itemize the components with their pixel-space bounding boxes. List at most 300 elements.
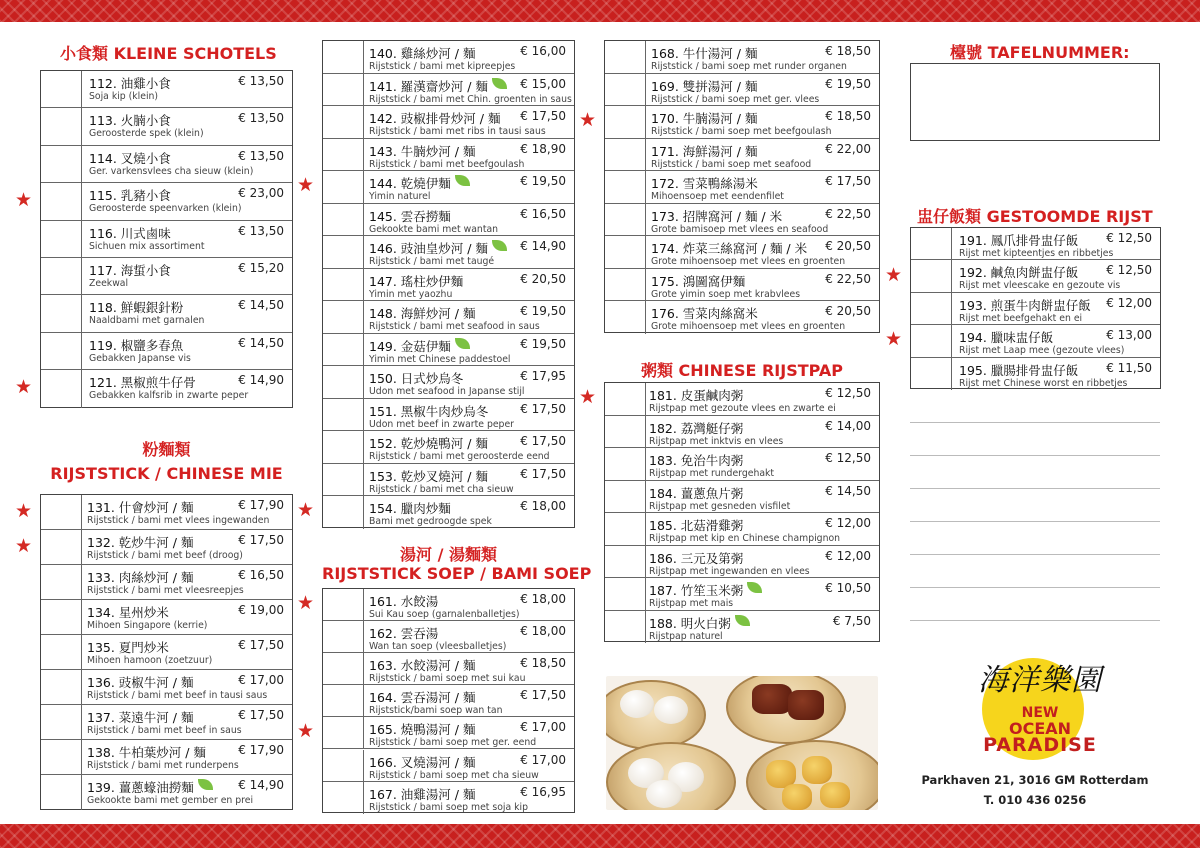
note-line [910, 455, 1160, 456]
menu-item [605, 546, 879, 579]
menu-item-name: 112. 油雞小食 [89, 76, 171, 91]
menu-item-description: Rijststick / bami met beef (droog) [87, 550, 243, 561]
vegetarian-leaf-icon [492, 240, 507, 251]
menu-item-description: Grote mihoensoep met vlees en groenten [651, 256, 846, 267]
note-line [910, 587, 1160, 588]
section-title-tafelnummer: 檯號 TAFELNUMMER: [950, 43, 1130, 62]
menu-item [323, 171, 574, 204]
menu-item [41, 775, 292, 810]
menu-item-line [323, 434, 574, 451]
menu-item-name: 144. 乾燒伊麵 [369, 176, 451, 191]
menu-item-line [323, 720, 574, 737]
note-line [910, 422, 1160, 423]
menu-item-line [323, 369, 574, 386]
menu-item-description: Geroosterde spek (klein) [89, 128, 204, 140]
section-title-mie-chinese: 粉麵類 [142, 440, 191, 459]
menu-item-line [41, 261, 292, 278]
menu-item-price: € 16,00 [520, 44, 566, 58]
menu-item-name: 132. 乾炒牛河 / 麵 [87, 535, 194, 550]
menu-item-price: € 17,50 [238, 708, 284, 722]
menu-item-line [41, 298, 292, 315]
menu-item-name: 161. 水餃湯 [369, 594, 439, 609]
menu-item-price: € 14,50 [825, 483, 871, 498]
menu-item-description: Rijstpap met gezoute vlees en zwarte ei [649, 403, 836, 414]
menu-item-name: 167. 油雞湯河 / 麵 [369, 786, 476, 802]
menu-item-line [605, 549, 879, 566]
menu-item-line [323, 753, 574, 770]
menu-item [323, 782, 574, 814]
menu-item-line [323, 624, 574, 641]
menu-item-line [41, 673, 292, 690]
menu-item [323, 41, 574, 74]
menu-item-name: 194. 臘味盅仔飯 [959, 330, 1054, 346]
menu-item [605, 236, 879, 269]
note-line [910, 554, 1160, 555]
menu-item-description: Rijststick / bami met beefgoulash [369, 158, 525, 170]
menu-item-name: 173. 招牌窩河 / 麵 / 米 [651, 208, 783, 224]
menu-item [323, 653, 574, 685]
menu-item-price: € 17,50 [520, 401, 566, 416]
menu-item-line [41, 638, 292, 655]
menu-item-line [41, 603, 292, 620]
menu-item-line [41, 224, 292, 241]
menu-item [323, 621, 574, 653]
menu-item [323, 106, 574, 139]
menu-item-description: Rijststick / bami met beef in saus [87, 725, 242, 736]
star-icon: ★ [297, 720, 315, 743]
menu-item [41, 565, 292, 600]
menu-item-line [605, 419, 879, 436]
menu-item-line [911, 231, 1160, 248]
menu-item-description: Rijststick / bami met ribs in tausi saus [369, 126, 546, 137]
menu-item-name: 149. 金菇伊麵 [369, 338, 451, 354]
menu-item-description: Gekookte bami met gember en prei [87, 795, 254, 806]
menu-item-description: Udon met beef in zwarte peper [369, 418, 515, 430]
menu-item-price: € 17,90 [238, 743, 284, 757]
menu-item-price: € 10,50 [825, 581, 871, 595]
menu-box-kleine-schotels [40, 70, 293, 408]
menu-item-price: € 12,00 [825, 516, 871, 530]
menu-item-description: Rijstpap met inktvis en vlees [649, 435, 784, 447]
menu-item-name: 184. 薑蔥魚片粥 [649, 485, 744, 501]
menu-item [41, 295, 292, 332]
menu-item-description: Rijstpap met kip en Chinese champignon [649, 533, 841, 544]
menu-item-name: 162. 雲吞湯 [369, 626, 439, 642]
menu-item [323, 431, 574, 464]
menu-item [41, 600, 292, 635]
menu-item-line [323, 272, 574, 289]
menu-item [605, 139, 879, 172]
menu-item-name: 139. 薑蔥蠔油撈麵 [87, 780, 194, 795]
menu-item-line [323, 467, 574, 484]
menu-item-description: Rijstpap met mais [649, 598, 734, 609]
menu-item-description: Rijststick / bami soep met sui kau [369, 673, 526, 685]
menu-item-name: 148. 海鮮炒河 / 麵 [369, 306, 476, 321]
menu-box-soep-b [604, 40, 880, 333]
star-icon: ★ [885, 328, 903, 351]
menu-item-price: € 14,50 [238, 298, 284, 313]
star-icon: ★ [15, 534, 33, 557]
menu-item-name: 191. 鳳爪排骨盅仔飯 [959, 233, 1079, 248]
star-icon: ★ [297, 174, 315, 197]
menu-item-price: € 18,00 [520, 499, 566, 513]
menu-item-price: € 17,50 [238, 638, 284, 652]
menu-item-description: Sui Kau soep (garnalenballetjes) [369, 609, 520, 620]
menu-item-price: € 13,50 [238, 111, 284, 126]
menu-item-name: 195. 臘腸排骨盅仔飯 [959, 362, 1079, 378]
dimsum-photo [606, 676, 878, 810]
menu-item-line [41, 533, 292, 550]
menu-item-name: 182. 荔灣艇仔粥 [649, 420, 744, 436]
star-icon: ★ [579, 109, 597, 132]
menu-item-line [605, 272, 879, 289]
menu-item-price: € 17,50 [520, 109, 566, 123]
menu-item-line [41, 373, 292, 390]
menu-item-name: 121. 黑椒煎牛仔骨 [89, 375, 196, 391]
star-icon: ★ [15, 375, 33, 398]
star-icon: ★ [885, 263, 903, 286]
menu-item [605, 611, 879, 644]
menu-item-description: Rijststick / bami met vlees ingewanden [87, 515, 270, 526]
section-title-soep: RIJSTSTICK SOEP / BAMI SOEP [322, 564, 592, 583]
menu-item-price: € 18,90 [520, 141, 566, 156]
menu-item-price: € 13,50 [238, 74, 284, 88]
menu-item [41, 370, 292, 407]
menu-item-line [323, 337, 574, 354]
menu-box-mie-b [322, 40, 575, 528]
menu-item [911, 358, 1160, 390]
menu-item-description: Rijststick / bami soep met runder organen [651, 61, 847, 72]
menu-item-line [323, 499, 574, 516]
note-line [910, 620, 1160, 621]
menu-item-line [41, 111, 292, 128]
address: Parkhaven 21, 3016 GM Rotterdam [921, 773, 1149, 787]
menu-item-line [605, 239, 879, 256]
menu-item [41, 740, 292, 775]
menu-item-name: 140. 雞絲炒河 / 麵 [369, 46, 476, 61]
menu-item-name: 116. 川式鹵味 [89, 225, 171, 241]
menu-item-line [605, 386, 879, 403]
menu-item-description: Grote bamisoep met vlees en seafood [651, 223, 829, 235]
menu-item-description: Rijst met vleescake en gezoute vis [959, 280, 1121, 292]
menu-item [41, 530, 292, 565]
menu-item [41, 108, 292, 145]
menu-item-name: 185. 北菇滑雞粥 [649, 518, 744, 533]
note-line [910, 521, 1160, 522]
menu-item-name: 181. 皮蛋鹹肉粥 [649, 388, 744, 403]
menu-item-price: € 20,50 [825, 304, 871, 318]
menu-item [323, 334, 574, 367]
menu-item-price: € 13,50 [238, 223, 284, 238]
menu-item [605, 171, 879, 204]
menu-item-price: € 16,95 [520, 784, 566, 799]
menu-item-description: Rijstpap met ingewanden en vlees [649, 565, 810, 577]
menu-item-description: Mihoen Singapore (kerrie) [87, 620, 208, 631]
menu-item [605, 578, 879, 611]
menu-item-price: € 17,50 [238, 533, 284, 547]
menu-item-price: € 16,50 [520, 206, 566, 221]
menu-item-name: 187. 竹笙玉米粥 [649, 583, 744, 598]
menu-item-name: 183. 免治牛肉粥 [649, 453, 744, 468]
menu-item [323, 204, 574, 237]
menu-item-price: € 18,50 [520, 656, 566, 671]
menu-item-price: € 17,50 [520, 434, 566, 448]
menu-item-name: 137. 菜遠牛河 / 麵 [87, 710, 194, 725]
menu-item [605, 481, 879, 514]
menu-item-price: € 17,50 [520, 688, 566, 703]
menu-item-description: Grote mihoensoep met vlees en groenten [651, 321, 846, 332]
menu-item-description: Rijststick / bami met vleesreepjes [87, 585, 244, 596]
menu-box-mie-a [40, 494, 293, 810]
menu-item [605, 269, 879, 302]
menu-item-name: 163. 水餃湯河 / 麵 [369, 658, 476, 674]
menu-item [911, 228, 1160, 260]
menu-item-line [323, 785, 574, 802]
menu-item [41, 258, 292, 295]
menu-item [41, 635, 292, 670]
menu-item-price: € 12,50 [825, 386, 871, 400]
menu-item-line [41, 498, 292, 515]
menu-item-name: 171. 海鮮湯河 / 麵 [651, 143, 758, 159]
menu-item [605, 448, 879, 481]
menu-item-price: € 17,00 [238, 673, 284, 687]
menu-item-description: Rijststick / bami soep met seafood [651, 158, 812, 170]
menu-item-description: Sichuen mix assortiment [89, 240, 205, 252]
menu-item-description: Grote yimin soep met krabvlees [651, 288, 801, 300]
star-icon: ★ [15, 499, 33, 522]
menu-item-description: Rijst met kipteentjes en ribbetjes [959, 248, 1114, 259]
menu-item-description: Rijststick / bami met geroosterde eend [369, 451, 550, 462]
menu-item-price: € 14,00 [825, 418, 871, 433]
menu-item-name: 136. 豉椒牛河 / 麵 [87, 675, 194, 690]
menu-item-line [323, 656, 574, 673]
menu-item-line [605, 304, 879, 321]
star-icon: ★ [297, 499, 315, 522]
menu-item-line [605, 77, 879, 94]
menu-item-description: Yimin met Chinese paddestoel [369, 353, 511, 365]
menu-item-name: 145. 雲吞撈麵 [369, 208, 451, 224]
menu-item-line [911, 328, 1160, 345]
menu-item-description: Rijst met Chinese worst en ribbetjes [959, 377, 1128, 389]
menu-item-description: Gekookte bami met wantan [369, 223, 499, 235]
bottom-decorative-band [0, 824, 1200, 848]
menu-box-soep-a [322, 588, 575, 813]
menu-item [605, 513, 879, 546]
menu-item-line [323, 304, 574, 321]
menu-item-description: Mihoensoep met eendenfilet [651, 191, 784, 202]
menu-item-line [605, 174, 879, 191]
menu-item-description: Rijststick / bami soep met ger. vlees [651, 93, 820, 105]
menu-item-description: Rijststick / bami soep met beefgoulash [651, 126, 832, 137]
menu-item-name: 154. 臘肉炒麵 [369, 501, 451, 516]
vegetarian-leaf-icon [747, 582, 762, 593]
menu-item-price: € 19,00 [238, 603, 284, 617]
logo-ocean: OCEAN [1008, 719, 1072, 738]
menu-item-description: Rijststick / bami met cha sieuw [369, 483, 514, 495]
menu-item-price: € 22,50 [825, 206, 871, 221]
menu-item-price: € 14,90 [238, 778, 284, 792]
menu-item [323, 366, 574, 399]
menu-item-price: € 19,50 [520, 336, 566, 351]
menu-item-description: Wan tan soep (vleesballetjes) [369, 641, 507, 653]
menu-item [605, 416, 879, 449]
menu-item-price: € 13,50 [238, 148, 284, 163]
menu-item-line [323, 239, 574, 256]
menu-item [41, 71, 292, 108]
menu-item-price: € 17,00 [520, 720, 566, 735]
menu-item [911, 293, 1160, 325]
menu-item-price: € 14,90 [520, 239, 566, 253]
menu-item-line [323, 77, 574, 94]
menu-item-price: € 14,50 [238, 335, 284, 350]
menu-item-line [605, 451, 879, 468]
section-title-rijstpap: 粥類 CHINESE RIJSTPAP [640, 361, 844, 380]
menu-item-name: 153. 乾炒叉燒河 / 麵 [369, 468, 488, 484]
menu-item-description: Rijstpap met gesneden visfilet [649, 500, 791, 512]
menu-item-price: € 12,50 [1106, 231, 1152, 245]
menu-item-name: 113. 火腩小食 [89, 113, 171, 129]
menu-item [323, 74, 574, 107]
menu-item-description: Rijststick / bami met kipreepjes [369, 61, 516, 72]
menu-item-line [41, 74, 292, 91]
menu-item [323, 269, 574, 302]
top-decorative-band [0, 0, 1200, 22]
menu-item-price: € 17,00 [520, 752, 566, 767]
menu-item [323, 464, 574, 497]
section-title-kleine-schotels: 小食類 KLEINE SCHOTELS [60, 44, 277, 63]
menu-item-line [41, 778, 292, 795]
menu-item-price: € 23,00 [238, 186, 284, 201]
menu-item [911, 260, 1160, 292]
menu-item-price: € 20,50 [825, 239, 871, 253]
menu-item-price: € 22,50 [825, 271, 871, 286]
note-line [910, 488, 1160, 489]
menu-item-line [323, 142, 574, 159]
menu-item-line [323, 592, 574, 609]
menu-item [323, 589, 574, 621]
menu-item-name: 176. 雪菜肉絲窩米 [651, 306, 758, 321]
menu-item-description: Soja kip (klein) [89, 91, 159, 102]
menu-item-line [323, 688, 574, 705]
menu-item-price: € 15,00 [520, 76, 566, 91]
tafelnummer-box[interactable] [910, 63, 1160, 141]
logo-chinese: 海洋樂園 [978, 663, 1102, 698]
menu-item-description: Udon met seafood in Japanse stijl [369, 386, 525, 397]
vegetarian-leaf-icon [492, 78, 507, 89]
menu-item [323, 717, 574, 749]
menu-item-name: 118. 鮮蝦銀針粉 [89, 300, 184, 316]
menu-item-name: 172. 雪菜鴨絲湯米 [651, 176, 758, 191]
menu-item-description: Gebakken kalfsrib in zwarte peper [89, 390, 249, 402]
menu-box-rijstpap [604, 382, 880, 642]
menu-item-price: € 7,50 [832, 613, 871, 628]
menu-item-price: € 12,00 [1106, 295, 1152, 310]
menu-item-name: 146. 豉油皇炒河 / 麵 [369, 241, 488, 256]
menu-item [41, 146, 292, 183]
vegetarian-leaf-icon [455, 175, 470, 186]
menu-item-price: € 19,50 [520, 174, 566, 188]
menu-item-price: € 12,00 [825, 548, 871, 563]
menu-item-name: 174. 炸菜三絲窩河 / 麵 / 米 [651, 241, 808, 256]
menu-item-name: 188. 明火白粥 [649, 615, 731, 631]
menu-item-line [911, 263, 1160, 280]
vegetarian-leaf-icon [455, 338, 470, 349]
menu-item-line [323, 109, 574, 126]
menu-item [605, 301, 879, 334]
menu-item-description: Naaldbami met garnalen [89, 315, 205, 327]
menu-item-description: Rijststick / bami met beef in tausi saus [87, 690, 268, 701]
menu-item-price: € 17,95 [520, 369, 566, 383]
menu-item [323, 496, 574, 529]
menu-item-description: Rijststick / bami soep met soja kip [369, 801, 529, 813]
menu-item-price: € 22,00 [825, 141, 871, 156]
menu-item-line [605, 516, 879, 533]
vegetarian-leaf-icon [735, 615, 750, 626]
menu-item-price: € 18,50 [825, 109, 871, 123]
menu-item-price: € 17,90 [238, 498, 284, 512]
section-title-gestoomde-rijst: 盅仔飯類 GESTOOMDE RIJST [917, 207, 1153, 226]
menu-item-name: 169. 雙拼湯河 / 麵 [651, 78, 758, 94]
menu-item-name: 141. 羅漢齋炒河 / 麵 [369, 78, 488, 94]
menu-item-price: € 12,50 [1106, 263, 1152, 278]
menu-item-name: 131. 什會炒河 / 麵 [87, 500, 194, 515]
menu-item-description: Rijstpap met rundergehakt [649, 468, 775, 479]
menu-item-name: 114. 叉燒小食 [89, 150, 171, 166]
menu-item [41, 495, 292, 530]
menu-item [323, 399, 574, 432]
menu-item-price: € 17,50 [520, 466, 566, 481]
menu-box-gestoomde-rijst [910, 227, 1161, 389]
menu-item-line [323, 44, 574, 61]
section-title-mie: RIJSTSTICK / CHINESE MIE [50, 464, 283, 483]
menu-item-price: € 12,50 [825, 451, 871, 465]
menu-item [323, 139, 574, 172]
menu-item-description: Mihoen hamoon (zoetzuur) [87, 655, 213, 666]
star-icon: ★ [15, 188, 33, 211]
menu-item-line [41, 336, 292, 353]
menu-item [41, 221, 292, 258]
menu-item-line [605, 484, 879, 501]
menu-item-name: 147. 瑤柱炒伊麵 [369, 273, 464, 289]
menu-item-line [605, 44, 879, 61]
logo-new: NEW [1021, 705, 1059, 721]
menu-item-price: € 13,00 [1106, 328, 1152, 343]
menu-item-name: 175. 鴻圖窩伊麵 [651, 273, 746, 289]
menu-item [41, 670, 292, 705]
menu-item [605, 383, 879, 416]
menu-item-line [41, 186, 292, 203]
menu-item-name: 134. 星州炒米 [87, 605, 169, 620]
menu-item-price: € 16,50 [238, 568, 284, 582]
menu-item-name: 192. 鹹魚肉餅盅仔飯 [959, 265, 1079, 281]
menu-item-price: € 19,50 [825, 76, 871, 91]
menu-item-description: Ger. varkensvlees cha sieuw (klein) [89, 165, 254, 177]
menu-item [41, 183, 292, 220]
menu-item-price: € 14,90 [238, 373, 284, 388]
menu-item-name: 164. 雲吞湯河 / 麵 [369, 690, 476, 706]
menu-item-line [41, 149, 292, 166]
menu-item [911, 325, 1160, 357]
menu-item-description: Gebakken Japanse vis [89, 352, 191, 364]
menu-item-price: € 19,50 [520, 304, 566, 318]
menu-item-line [911, 361, 1160, 378]
menu-item-description: Rijststick/bami soep wan tan [369, 705, 503, 717]
menu-item-price: € 18,00 [520, 592, 566, 606]
menu-item-line [605, 109, 879, 126]
menu-item-line [41, 568, 292, 585]
menu-item-line [605, 614, 879, 631]
menu-item-name: 135. 夏門炒米 [87, 640, 169, 655]
